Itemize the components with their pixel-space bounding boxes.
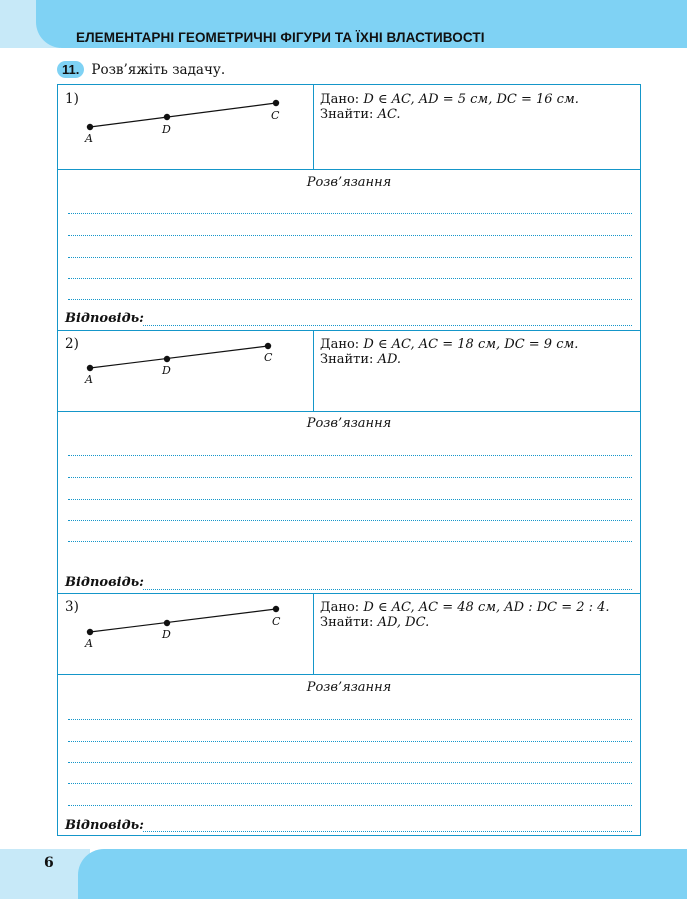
writing-line (68, 762, 632, 763)
find-target: AD, DC. (377, 615, 430, 630)
page-title: ЕЛЕМЕНТАРНІ ГЕОМЕТРИЧНІ ФІГУРИ ТА ЇХНІ ВЛАСТИВОСТІ (76, 30, 485, 45)
find-label: Знайти: (320, 352, 378, 367)
row-divider (58, 330, 640, 331)
point-c-label: C (271, 109, 280, 122)
problem-2-number: 2) (65, 336, 79, 352)
problem-2-segment-diagram (76, 339, 306, 399)
given-conditions: D ∈ AC, AD = 5 см, DC = 16 см. (363, 92, 579, 107)
point-a-label: A (85, 132, 93, 145)
writing-line (68, 719, 632, 720)
writing-line (68, 499, 632, 500)
writing-line (68, 257, 632, 258)
task-number-badge: 11. (57, 61, 84, 78)
writing-line (68, 455, 632, 456)
point-c-label: C (264, 351, 273, 364)
solution-title: Розв’язання (306, 175, 392, 190)
writing-line (68, 541, 632, 542)
given-label: Дано: (320, 600, 364, 615)
writing-line (68, 520, 632, 521)
row-divider (58, 169, 640, 170)
find-target: AC. (377, 107, 401, 122)
writing-line (68, 299, 632, 300)
given-conditions: D ∈ AC, AC = 18 см, DC = 9 см. (363, 337, 579, 352)
solution-title: Розв’язання (306, 680, 392, 695)
find-label: Знайти: (320, 107, 378, 122)
point-d-label: D (162, 123, 171, 136)
row-divider (58, 593, 640, 594)
problem-2-given (320, 337, 578, 367)
find-target: AD. (377, 352, 402, 367)
problem-3-number: 3) (65, 599, 79, 615)
page-number: 6 (44, 855, 54, 871)
cell-divider (313, 330, 314, 411)
row-divider (58, 674, 640, 675)
writing-line (68, 235, 632, 236)
problem-1-given (320, 92, 579, 122)
footer-bar (78, 849, 687, 899)
answer-line (143, 325, 632, 326)
given-label: Дано: (320, 337, 364, 352)
task-instruction: Розв’яжіть задачу. (91, 61, 226, 78)
writing-line (68, 213, 632, 214)
answer-line (143, 831, 632, 832)
problem-1-segment-diagram (76, 93, 306, 153)
answer-label: Відповідь: (65, 311, 144, 326)
task-heading (57, 61, 225, 78)
writing-line (68, 477, 632, 478)
answer-label: Відповідь: (65, 818, 144, 833)
find-label: Знайти: (320, 615, 378, 630)
point-d-label: D (162, 628, 171, 641)
cell-divider (313, 593, 314, 674)
given-conditions: D ∈ AC, AC = 48 см, AD : DC = 2 : 4. (363, 600, 610, 615)
problem-3-given (320, 600, 610, 630)
answer-label: Відповідь: (65, 575, 144, 590)
solution-title: Розв’язання (306, 416, 392, 431)
point-a-label: A (85, 373, 93, 386)
writing-line (68, 278, 632, 279)
task-table (57, 84, 641, 836)
cell-divider (313, 85, 314, 169)
problem-3-segment-diagram (76, 601, 306, 661)
row-divider (58, 411, 640, 412)
writing-line (68, 741, 632, 742)
point-d-label: D (162, 364, 171, 377)
given-label: Дано: (320, 92, 364, 107)
point-c-label: C (272, 615, 281, 628)
answer-line (143, 589, 632, 590)
writing-line (68, 783, 632, 784)
problem-1-number: 1) (65, 91, 79, 107)
point-a-label: A (85, 637, 93, 650)
writing-line (68, 805, 632, 806)
